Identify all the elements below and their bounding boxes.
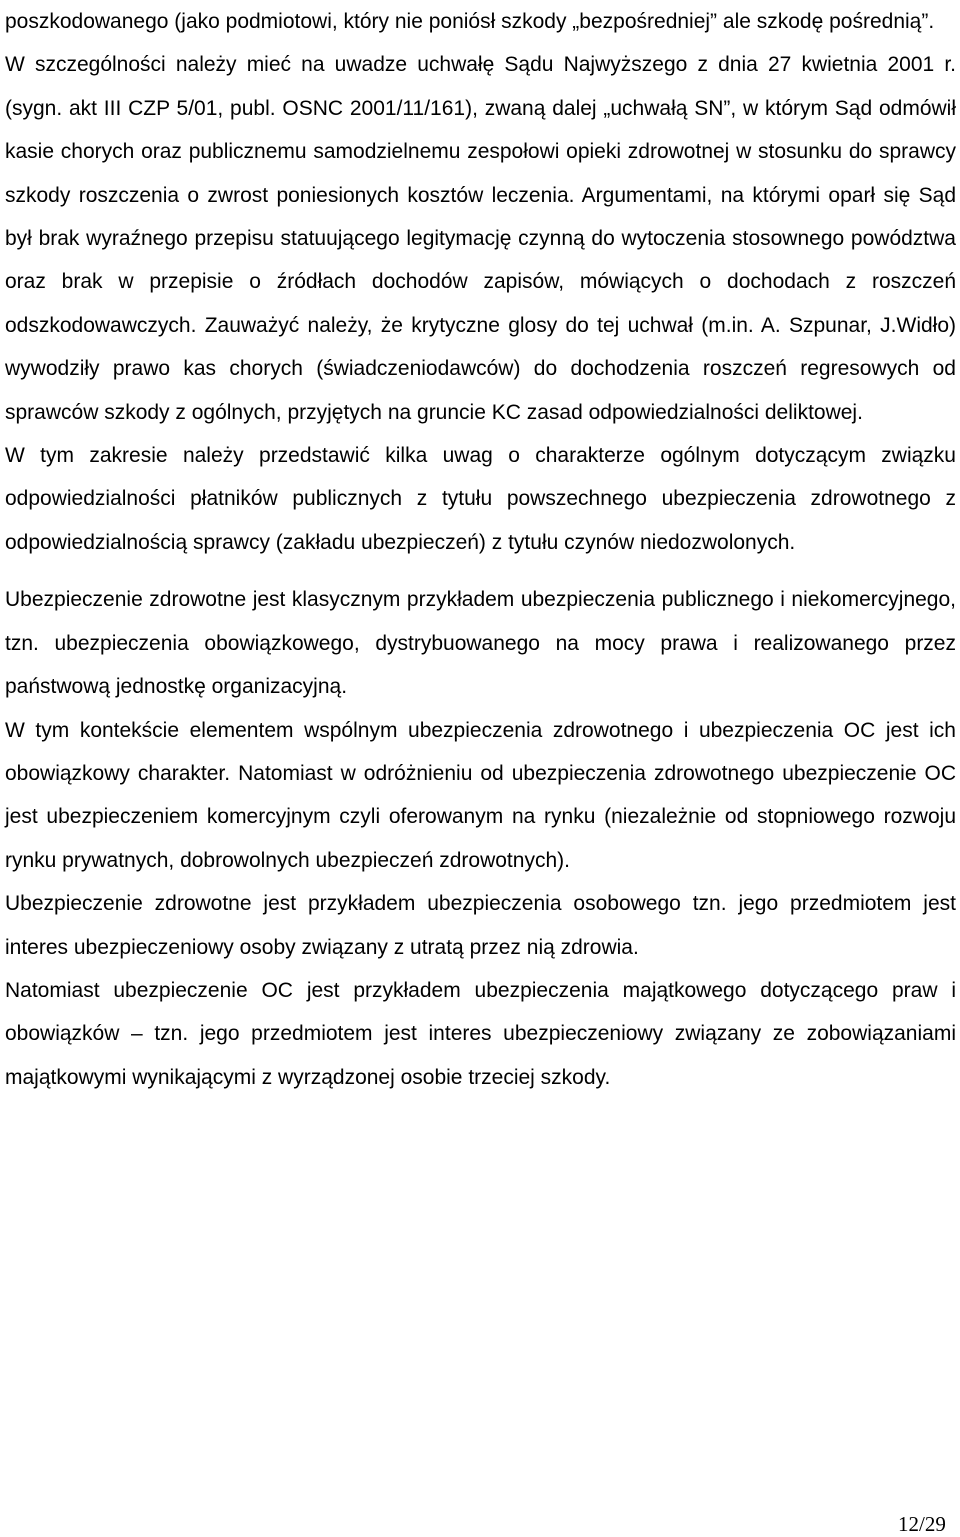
page-number: 12/29	[898, 1512, 946, 1536]
paragraph-intro-fragment: poszkodowanego (jako podmiotowi, który nie poniósł szkody „bezpośredniej” ale szkodę pośrednią”.	[5, 10, 935, 33]
paragraph-general-remarks: W tym zakresie należy przedstawić kilka uwag o charakterze ogólnym dotyczącym związku odpowiedzialności płatników publicznych z tytułu powszechnego ubezpieczenia zdrowotnego z odpowiedzialnością sprawcy (zakładu ubezpieczeń) z tytułu czynów niedozwolonych.	[5, 444, 956, 554]
paragraph-spacer	[5, 564, 956, 578]
document-page	[5, 0, 956, 1099]
paragraph-health-insurance-public: Ubezpieczenie zdrowotne jest klasycznym przykładem ubezpieczenia publicznego i niekomercyjnego, tzn. ubezpieczenia obowiązkowego, dystrybuowanego na mocy prawa i realizowanego przez państwową jednostkę organizacyjną.	[5, 588, 956, 699]
paragraph-property-insurance: Natomiast ubezpieczenie OC jest przykładem ubezpieczenia majątkowego dotyczącego praw i obowiązków – tzn. jego przedmiotem jest interes ubezpieczeniowy związany ze zobowiązaniami majątkowymi wynikającymi z wyrządzonej osobie trzeciej szkody.	[5, 978, 956, 1089]
paragraph-oc-comparison: W tym kontekście elementem wspólnym ubezpieczenia zdrowotnego i ubezpieczenia OC jest ich obowiązkowy charakter. Natomiast w odróżnieniu od ubezpieczenia zdrowotnego ubezpieczenie OC jest ubezpieczeniem komercyjnym czyli oferowanym na rynku (niezależnie od stopniowego rozwoju rynku prywatnych, dobrowolnych ubezpieczeń zdrowotnych).	[5, 718, 956, 872]
paragraph-supreme-court-resolution: W szczególności należy mieć na uwadze uchwałę Sądu Najwyższego z dnia 27 kwietnia 2001 r. (sygn. akt III CZP 5/01, publ. OSNC 2001/11/161), zwaną dalej „uchwałą SN”, w którym Sąd odmówił kasie chorych oraz publicznemu samodzielnemu zespołowi opieki zdrowotnej w stosunku do sprawcy szkody roszczenia o zwrost poniesionych kosztów leczenia. Argumentami, na którymi oparł się Sąd był brak wyraźnego przepisu statuującego legitymację czynną do wytoczenia stosownego powództwa oraz brak w przepisie o źródłach dochodów zapisów, mówiących o dochodach z roszczeń odszkodowawczych. Zauważyć należy, że krytyczne glosy do tej uchwał (m.in. A. Szpunar, J.Widło) wywodziły prawo kas chorych (świadczeniodawców) do dochodzenia roszczeń regresowych od sprawców szkody z ogólnych, przyjętych na gruncie KC zasad odpowiedzialności deliktowej.	[5, 53, 956, 424]
paragraph-personal-insurance: Ubezpieczenie zdrowotne jest przykładem ubezpieczenia osobowego tzn. jego przedmiotem jest interes ubezpieczeniowy osoby związany z utratą przez nią zdrowia.	[5, 892, 956, 959]
